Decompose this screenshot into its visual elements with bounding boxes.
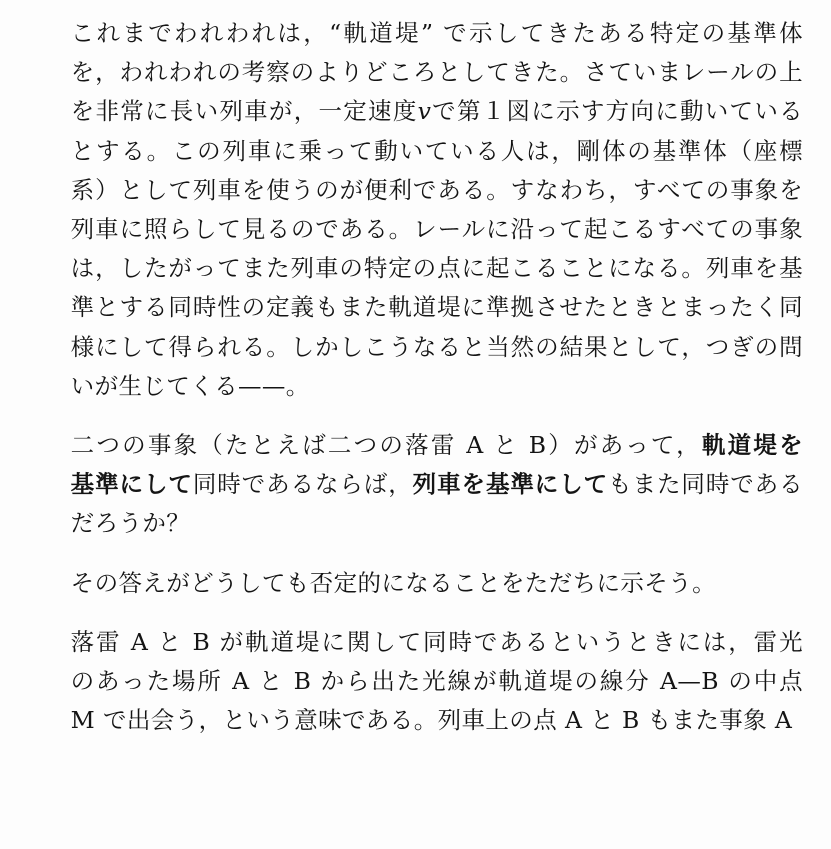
text-line: [46, 564, 803, 603]
text-segment: を，われわれの考察のよりどころとしてきた。さていまレールの上: [70, 58, 803, 87]
text-segment: とする。この列車に乗って動いている人は，剛体の基準体（座標: [70, 136, 803, 165]
text-line: [46, 504, 803, 543]
text-segment: で第１図に示す方向に動いている: [431, 97, 804, 126]
bold-text: 軌道堤を: [701, 431, 803, 460]
text-line: [46, 662, 803, 701]
text-segment: M で出会う，という意味である。列車上の点 A と B もまた事象 A: [70, 706, 793, 735]
text-segment: これまでわれわれは，“軌道堤” で示してきたある特定の基準体: [70, 19, 803, 47]
text-line: [46, 288, 803, 327]
text-line: [46, 92, 803, 131]
text-line: [46, 465, 803, 504]
text-segment: 落雷 A と B が軌道堤に関して同時であるというときには，雷光: [70, 627, 803, 656]
paragraph: [46, 623, 803, 741]
text-segment: もまた同時である: [608, 470, 804, 499]
text-segment: 二つの事象（たとえば二つの落雷 A と B）があって，: [70, 431, 702, 460]
paragraph: [46, 564, 803, 603]
paragraph: [46, 14, 803, 406]
text-segment: 列車に照らして見るのである。レールに沿って起こるすべての事象: [70, 215, 803, 244]
text-line: [46, 171, 803, 210]
text-line: [46, 210, 803, 249]
text-segment: その答えがどうしても否定的になることをただちに示そう。: [70, 568, 716, 597]
text-line: [46, 328, 803, 367]
text-line: [46, 426, 803, 465]
text-line: [46, 623, 803, 662]
text-segment: だろうか？: [70, 509, 191, 538]
text-segment: 系）として列車を使うのが便利である。すなわち，すべての事象を: [70, 175, 803, 204]
text-line: [46, 14, 803, 53]
text-line: [46, 701, 803, 740]
text-segment: は，したがってまた列車の特定の点に起こることになる。列車を基: [70, 254, 803, 283]
text-segment: いが生じてくる——。: [70, 371, 310, 400]
text-segment: を非常に長い列車が，一定速度: [70, 97, 418, 126]
bold-text: 基準にして: [70, 470, 193, 499]
bold-text: 列車を基準にして: [412, 470, 609, 499]
italic-text: v: [417, 97, 432, 126]
text-segment: のあった場所 A と B から出た光線が軌道堤の線分 A—B の中点: [70, 667, 803, 696]
text-segment: 様にして得られる。しかしこうなると当然の結果として，つぎの問: [70, 332, 803, 361]
text-segment: 同時であるならば，: [192, 470, 413, 499]
paragraph: [46, 426, 803, 544]
text-line: [46, 53, 803, 92]
text-segment: 準とする同時性の定義もまた軌道堤に準拠させたときとまったく同: [70, 293, 803, 322]
text-line: [46, 132, 803, 171]
text-line: [46, 367, 803, 406]
text-line: [46, 249, 803, 288]
